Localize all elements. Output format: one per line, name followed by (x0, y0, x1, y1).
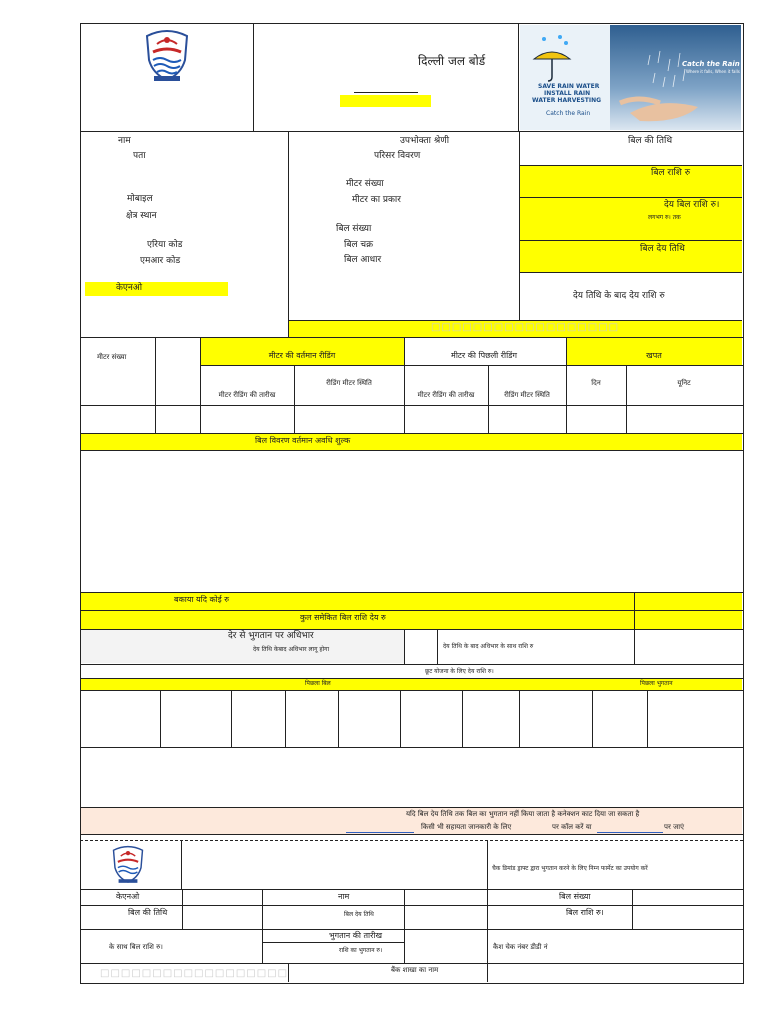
mobile-label: मोबाइल (127, 194, 153, 204)
units-col: यूनिट (677, 379, 691, 387)
stub-bank: बैंक शाखा का नाम (391, 966, 439, 974)
current-reading-date: मीटर रीडिंग की तारीख (218, 391, 276, 399)
board-name: दिल्ली जल बोर्ड (418, 54, 486, 68)
stub-cash-cheque: कैश चेक नंबर डीडी नं (493, 943, 548, 951)
djb-logo (141, 26, 193, 84)
stub-bill-amount: बिल राशि रु। (566, 908, 604, 917)
poster-catch-small: Catch the Rain (546, 110, 591, 117)
mr-code-label: एमआर कोड (140, 256, 181, 266)
meter-no-col: मीटर संख्या (97, 353, 127, 361)
address-label: पता (133, 151, 146, 161)
prev-bill-label: पिछला बिल (305, 680, 331, 687)
after-due-surcharge: देय तिथि के बाद अधिभार के साथ राशि रु (443, 643, 534, 650)
stub-bill-date: बिल की तिथि (128, 908, 168, 917)
due-date-label: बिल देय तिथि (640, 244, 685, 254)
poster-catch-sub: Where it falls, When it falls (686, 69, 740, 74)
prev-payment-label: पिछला भुगतान (640, 680, 673, 687)
late-note: देय तिथि केबाद अधिभार लागू होगा (253, 646, 330, 653)
rain-harvest-poster (520, 25, 741, 130)
poster-line-2: INSTALL RAIN (544, 90, 591, 97)
bill-no-label: बिल संख्या (336, 224, 372, 234)
bill-amount-label: बिल राशि रु (651, 168, 691, 178)
notice-line-1: यदि बिल देय तिथि तक बिल का भुगतान नहीं किया जाता है कनेक्शन काट दिया जा सकता है (406, 810, 640, 818)
scheme-label: छूट योजना के लिए देय राशि रु। (425, 668, 494, 675)
bill-details-heading: बिल विवरण वर्तमान अवधि शुल्क (255, 436, 351, 445)
meter-type-label: मीटर का प्रकार (352, 195, 401, 205)
approx-label: लगभग रु। तक (648, 214, 681, 221)
stub-name: नाम (338, 892, 350, 901)
days-col: दिन (591, 379, 601, 387)
area-location-label: क्षेत्र स्थान (126, 211, 157, 221)
current-reading-col: मीटर की वर्तमान रीडिंग (268, 351, 336, 360)
highlight-bar (340, 95, 431, 107)
late-surcharge-label: देर से भुगतान पर अधिभार (228, 631, 314, 641)
poster-line-1: SAVE RAIN WATER (538, 83, 600, 90)
name-label: नाम (118, 136, 131, 146)
previous-reading-col: मीटर की पिछली रीडिंग (451, 351, 517, 360)
after-due-label: देय तिथि के बाद देय राशि रु (573, 291, 665, 301)
notice-help: किसी भी सहायता जानकारी के लिए (421, 823, 512, 831)
previous-reading-date: मीटर रीडिंग की तारीख (417, 391, 475, 399)
bill-basis-label: बिल आधार (344, 255, 382, 265)
stub-garbled: □□□□□□□□□□□□□□□□□□ (100, 968, 289, 979)
poster-catch-title: Catch the Rain (682, 60, 740, 68)
category-label: उपभोक्ता श्रेणी (400, 136, 450, 146)
bill-date-label: बिल की तिथि (628, 136, 673, 146)
arrears-label: बकाया यदि कोई रु (174, 595, 230, 604)
poster-line-3: WATER HARVESTING (532, 97, 602, 104)
consumption-col: खपत (646, 351, 662, 360)
total-payable-label: कुल समेकित बिल राशि देय रु (300, 613, 386, 622)
stub-kno: केएनओ (116, 892, 140, 901)
cheque-note: चैक डिमांड ड्राफ्ट द्वारा भुगतान करने के लिए निम्न फार्मेट का उपयोग करें (492, 865, 648, 872)
stub-with-bill: के साथ बिल राशि रु। (109, 943, 163, 951)
bill-cycle-label: बिल चक्र (344, 240, 374, 250)
garbled-text: □□□□□□□□□□□□□□□□□□ (431, 322, 620, 333)
notice-visit: पर जाएं (664, 823, 684, 831)
current-reading-status: रीडिंग मीटर स्थिति (326, 379, 372, 387)
area-code-label: एरिया कोड (147, 240, 183, 250)
stub-bill-no: बिल संख्या (559, 892, 591, 901)
kno-label: केएनओ (116, 283, 143, 293)
payable-amount-label: देय बिल राशि रु। (664, 200, 720, 210)
meter-no-label: मीटर संख्या (346, 179, 384, 189)
stub-payment-date: भुगतान की तारीख (329, 931, 383, 940)
previous-reading-status: रीडिंग मीटर स्थिति (504, 391, 550, 399)
stub-amount-paid: राशि का भुगतान रु। (339, 947, 383, 954)
premises-label: परिसर विवरण (374, 151, 421, 161)
djb-logo-stub (106, 843, 150, 885)
notice-call: पर कॉल करें या (552, 823, 592, 831)
stub-bill-due: बिल देय तिथि (344, 911, 374, 918)
